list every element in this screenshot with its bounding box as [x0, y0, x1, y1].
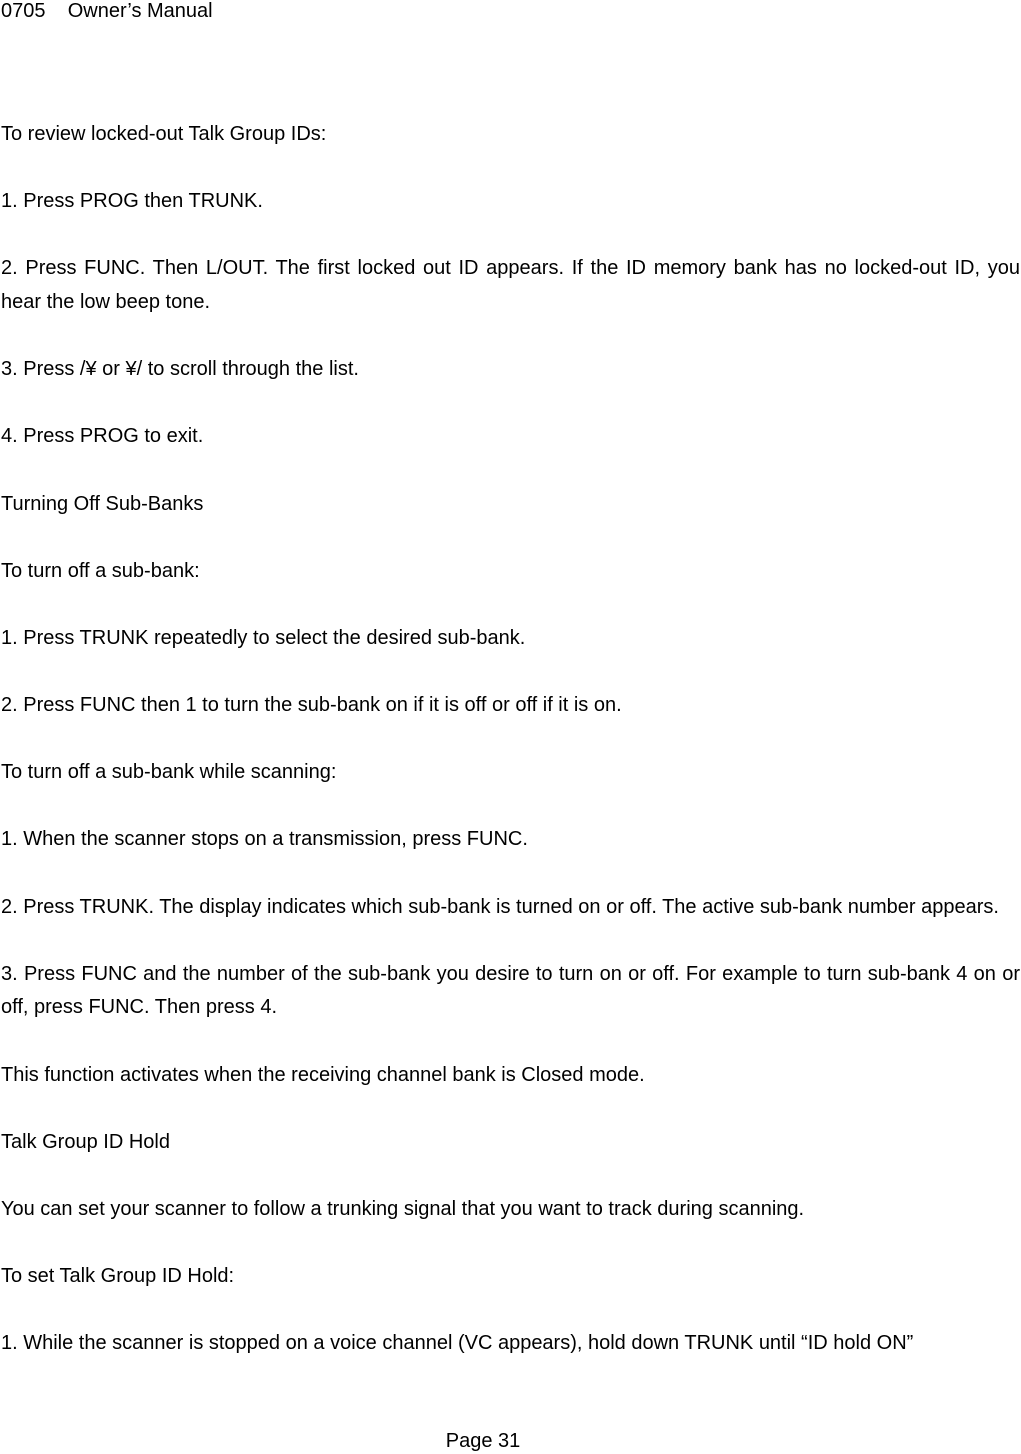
paragraph-review-step-1: 1. Press PROG then TRUNK.: [1, 190, 263, 213]
paragraph-subbank-step-1: 1. Press TRUNK repeatedly to select the desired sub-bank.: [1, 626, 526, 649]
paragraph-id-hold-description: You can set your scanner to follow a trunking signal that you want to track during scanning.: [1, 1198, 805, 1220]
paragraph-scanning-step-3: 3. Press FUNC and the number of the sub-bank you desire to turn on or off. For example to turn sub-bank 4 on or off, press FUNC. Then press 4.: [1, 962, 1020, 1019]
paragraph-scanning-step-2: 2. Press TRUNK. The display indicates which sub-bank is turned on or off. The active sub-bank number appears.: [1, 895, 999, 918]
paragraph-id-hold-step-1: 1. While the scanner is stopped on a voice channel (VC appears), hold down TRUNK until “ID hold ON”: [1, 1332, 914, 1355]
section-heading-sub-banks: Turning Off Sub-Banks: [1, 492, 204, 515]
paragraph-closed-mode-note: This function activates when the receiving channel bank is Closed mode.: [1, 1063, 645, 1086]
paragraph-scanning-intro: To turn off a sub-bank while scanning:: [1, 761, 337, 784]
page-body: [1, 118, 1020, 1361]
paragraph-scanning-step-1: 1. When the scanner stops on a transmission, press FUNC.: [1, 828, 528, 851]
paragraph-review-step-3: 3. Press /¥ or ¥/ to scroll through the list.: [1, 358, 359, 381]
page-footer: [0, 1429, 966, 1453]
paragraph-id-hold-intro: To set Talk Group ID Hold:: [1, 1265, 235, 1288]
paragraph-review-step-4: 4. Press PROG to exit.: [1, 425, 204, 448]
section-heading-id-hold: Talk Group ID Hold: [1, 1130, 170, 1153]
paragraph-review-step-2: 2. Press FUNC. Then L/OUT. The first locked out ID appears. If the ID memory bank has no locked-out ID, you hear the low beep tone.: [1, 257, 1020, 313]
paragraph-subbank-intro: To turn off a sub-bank:: [1, 559, 200, 582]
paragraph-review-intro: To review locked-out Talk Group IDs:: [1, 123, 327, 145]
page-header: [1, 0, 213, 22]
doc-code: 0705: [1, 0, 46, 22]
paragraph-subbank-step-2: 2. Press FUNC then 1 to turn the sub-bank on if it is off or off if it is on.: [1, 694, 622, 717]
doc-title: Owner’s Manual: [67, 0, 213, 22]
page-number: Page 31: [445, 1430, 521, 1452]
